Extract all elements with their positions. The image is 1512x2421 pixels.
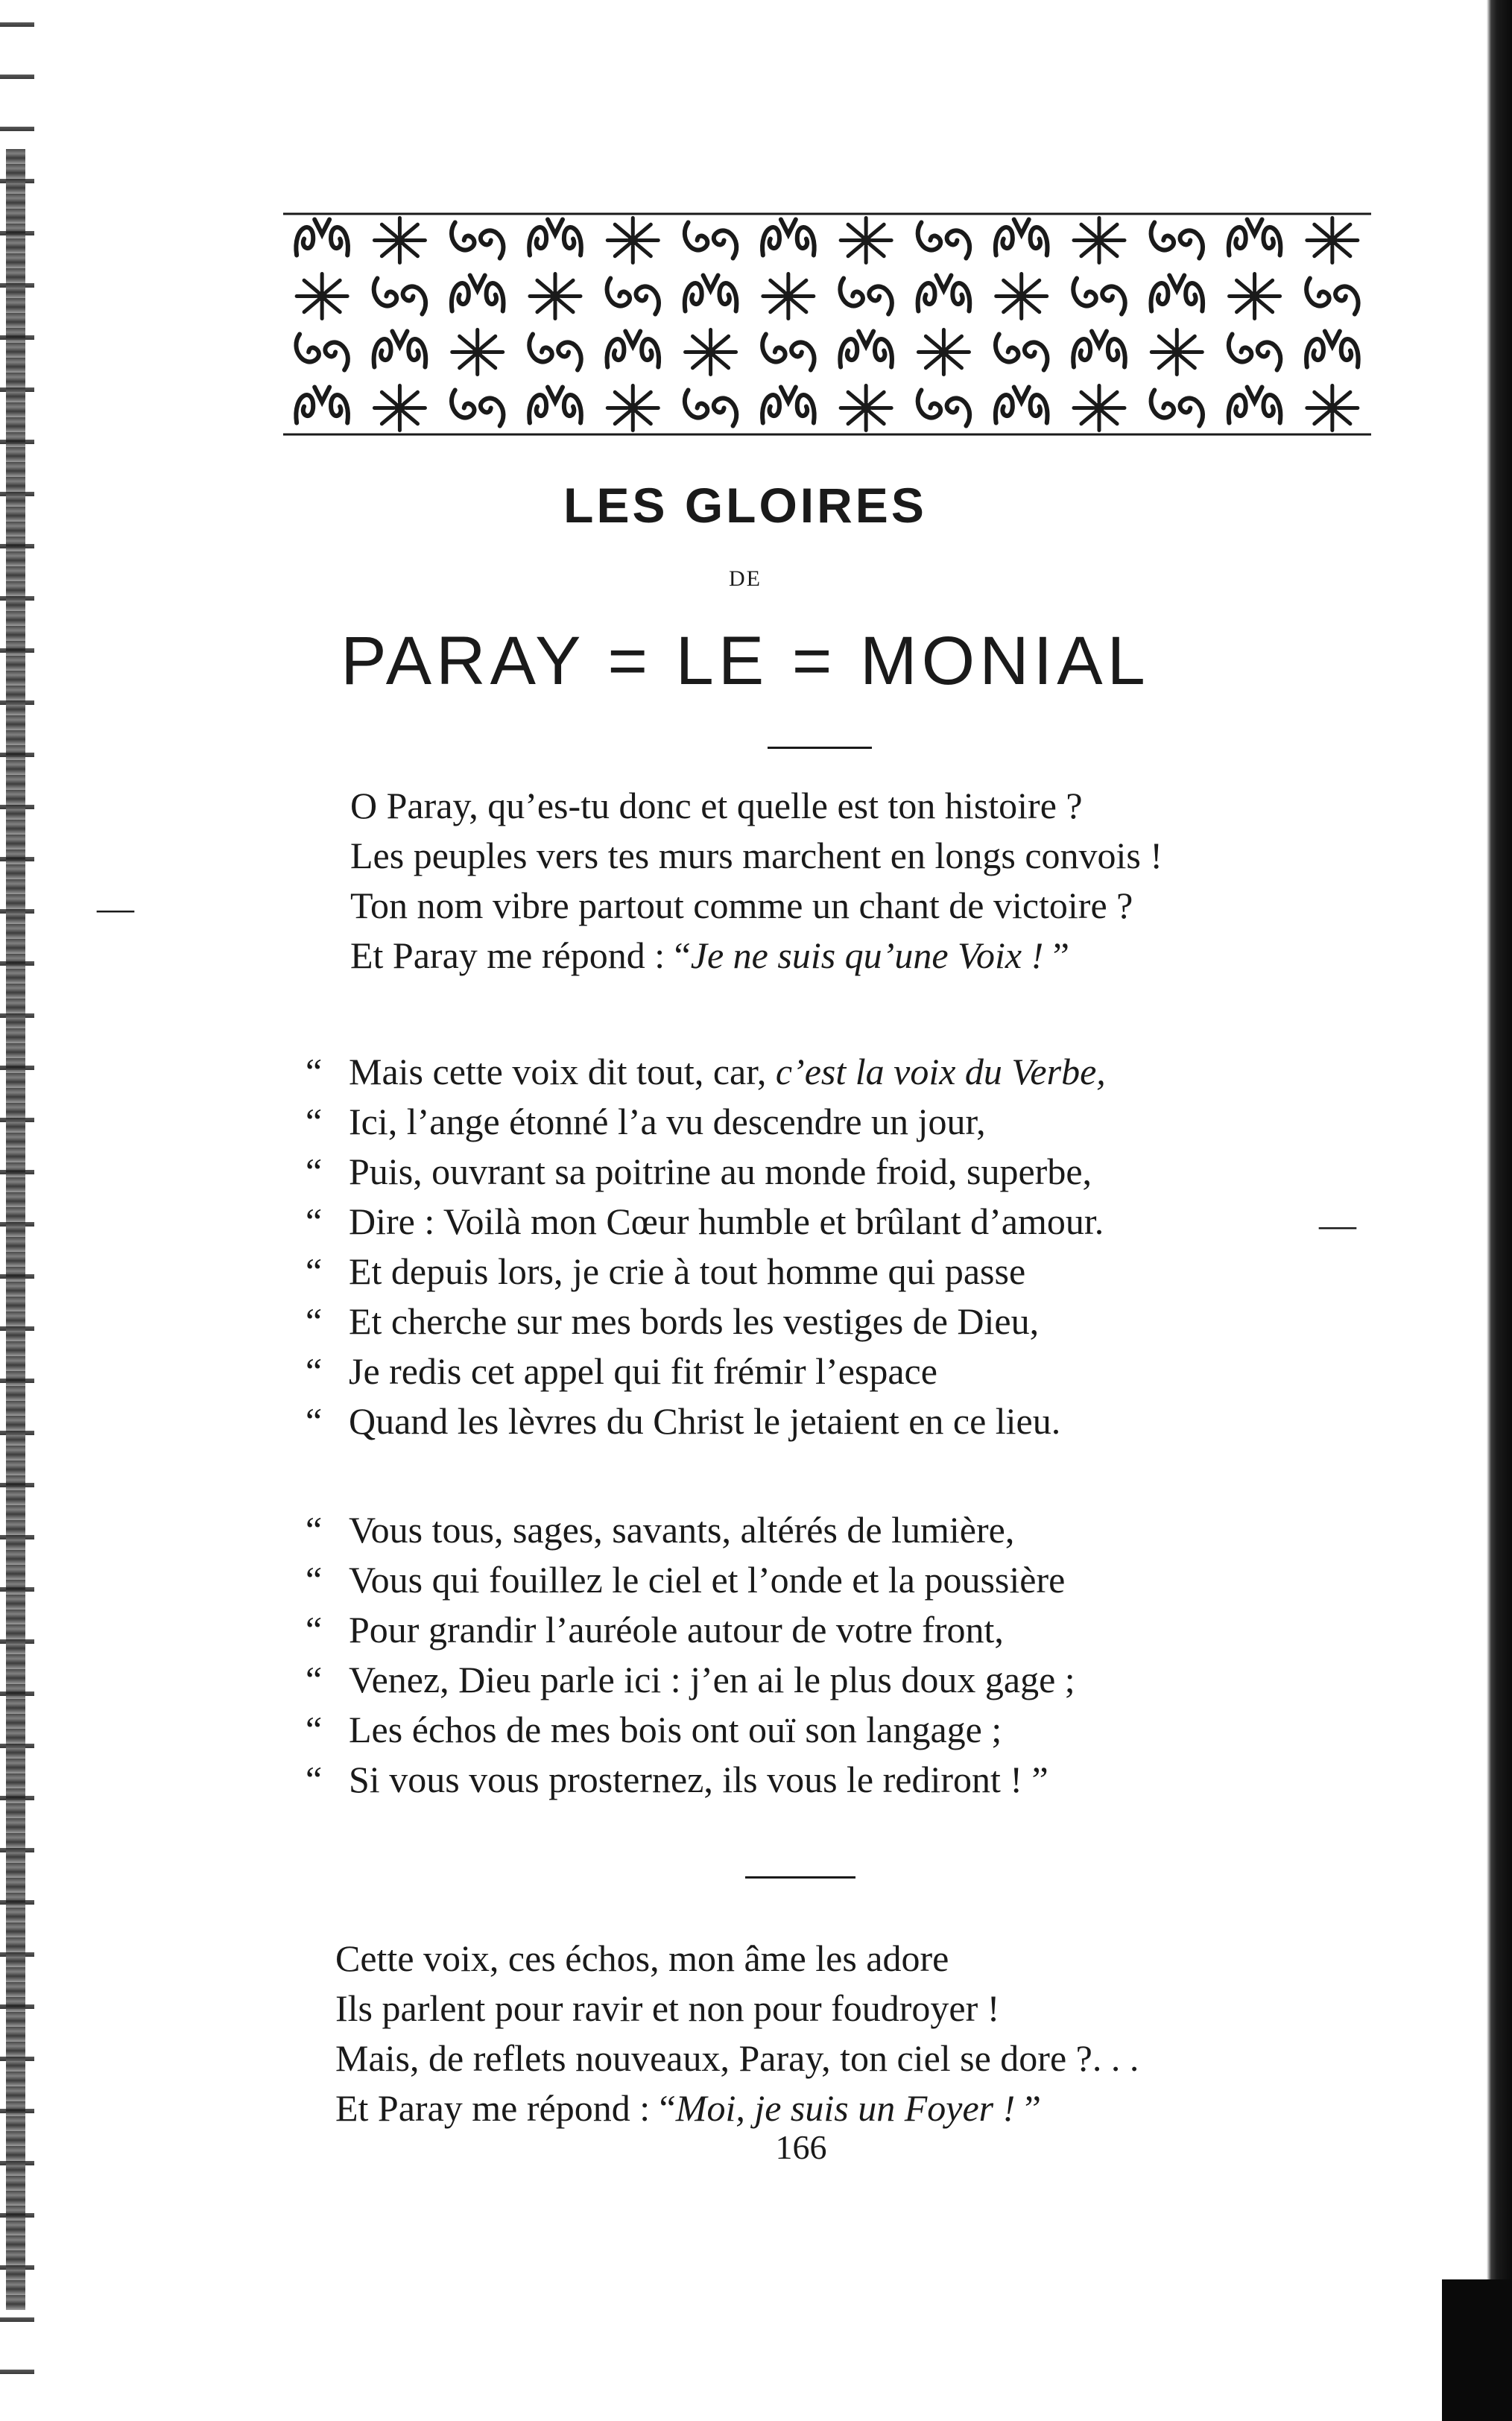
ornament-motif <box>996 335 1047 370</box>
ornament-motif <box>870 392 884 404</box>
ornament-motif <box>404 412 417 424</box>
ornament-motif <box>1337 224 1350 236</box>
ornament-motif <box>326 300 340 312</box>
ornament-motif <box>926 336 939 348</box>
page-number: 166 <box>775 2128 827 2166</box>
ornament-motif <box>918 276 970 311</box>
ornament-motif <box>1250 291 1260 302</box>
ornament-motif <box>861 403 871 414</box>
closing-quote: ” <box>1043 934 1069 976</box>
ornament-motif <box>1081 244 1095 256</box>
ornament-motif <box>848 412 861 424</box>
ornament-motif <box>1025 280 1039 292</box>
ornament-motif <box>706 347 716 358</box>
ornament-motif <box>1073 332 1125 367</box>
ornament-motif <box>1327 403 1338 414</box>
ornament-motif <box>304 280 317 292</box>
ornament-motif <box>615 392 628 404</box>
verse-text: Et cherche sur mes bords les vestiges de Dieu, <box>349 1300 1040 1342</box>
verse-text: Les échos de mes bois ont ouï son langage ; <box>349 1709 1002 1750</box>
ornament-motif <box>1259 300 1272 312</box>
ornament-motif <box>460 356 473 368</box>
ornament-motif <box>460 336 473 348</box>
ornament-motif <box>1016 291 1027 302</box>
ornament-motif <box>1159 356 1172 368</box>
ornament-motif <box>637 412 651 424</box>
ornament-motif <box>560 300 573 312</box>
open-quote: “ <box>306 1559 323 1601</box>
open-quote: “ <box>306 1400 323 1442</box>
ornament-motif <box>848 392 861 404</box>
verse-line: Ils parlent pour ravir et non pour foudroyer ! <box>335 1987 1000 2029</box>
ornament-motif <box>1237 300 1250 312</box>
margin-mark: — <box>1319 1203 1356 1245</box>
ornament-motif <box>296 220 348 256</box>
ornament-motif <box>1181 336 1195 348</box>
ornament-motif <box>296 335 347 370</box>
verse-line <box>306 1097 1106 1147</box>
ornament-motif <box>637 224 651 236</box>
ornament-motif <box>685 223 736 259</box>
verse-text: Vous tous, sages, savants, altérés de lumière, <box>349 1509 1015 1551</box>
ornament-motif <box>1081 392 1095 404</box>
open-quote: “ <box>306 1151 323 1192</box>
ornament-motif <box>317 291 327 302</box>
open-quote: “ <box>306 1051 323 1092</box>
ornament-motif <box>537 280 551 292</box>
ornament-motif <box>382 244 395 256</box>
ornament-motif <box>771 280 784 292</box>
verse-emphasis: Moi, je suis un Foyer ! <box>675 2087 1016 2129</box>
ornament-motif <box>1025 300 1039 312</box>
verse-text: Je redis cet appel qui fit frémir l’espace <box>349 1350 937 1392</box>
ornament-motif <box>783 291 794 302</box>
verse-text: Venez, Dieu parle ici : j’en ai le plus doux gage ; <box>349 1659 1075 1700</box>
open-quote: “ <box>306 1101 323 1142</box>
open-quote: “ <box>306 1509 323 1551</box>
ornament-motif <box>404 244 417 256</box>
ornament-motif <box>1004 280 1017 292</box>
verse-line <box>306 1555 1075 1605</box>
ornament-motif <box>615 244 628 256</box>
ornament-motif <box>472 347 483 358</box>
ornament-motif <box>607 332 659 367</box>
ornament-motif <box>918 390 969 426</box>
ornament-motif <box>404 392 417 404</box>
ornament-motif <box>1315 392 1328 404</box>
ornament-motif <box>793 300 806 312</box>
ornament-motif <box>529 387 581 423</box>
ornament-motif <box>1229 220 1281 256</box>
ornament-motif <box>1171 347 1182 358</box>
ornament-motif <box>715 356 728 368</box>
ornament-motif <box>840 332 892 367</box>
ornament-motif <box>685 276 737 311</box>
ornament-motif <box>550 291 560 302</box>
verse-line <box>306 1705 1075 1755</box>
ornament-motif <box>1104 224 1117 236</box>
ornament-motif <box>996 387 1048 423</box>
ornament-motif <box>404 224 417 236</box>
ornament-motif <box>870 412 884 424</box>
ornament-motif <box>771 300 784 312</box>
ornament-motif <box>481 356 495 368</box>
stanza-3 <box>306 1505 1075 1805</box>
ornament-motif <box>1151 223 1203 259</box>
verse-line <box>306 1505 1075 1555</box>
ornament-motif <box>1237 280 1250 292</box>
open-quote: “ <box>306 1609 323 1651</box>
verse-line <box>306 1197 1106 1247</box>
ornament-motif <box>948 356 961 368</box>
verse-line: Mais, de reflets nouveaux, Paray, ton ciel se dore ?. . . <box>335 2037 1139 2079</box>
verse-line <box>306 1605 1075 1655</box>
ornament-motif <box>1259 280 1272 292</box>
ornament-motif <box>637 392 651 404</box>
open-quote: “ <box>306 1659 323 1700</box>
decorative-header-band <box>283 212 1371 436</box>
ornament-motif <box>382 224 395 236</box>
ornament-motif <box>1315 244 1328 256</box>
ornament-motif <box>762 220 814 256</box>
ornament-pattern-icon <box>283 212 1371 436</box>
verse-line <box>306 1247 1106 1297</box>
verse-line <box>335 2083 1139 2133</box>
stanza-1 <box>350 781 1163 981</box>
ornament-motif <box>1104 244 1117 256</box>
ornament-motif <box>304 300 317 312</box>
verse-line <box>306 1755 1075 1805</box>
open-quote: “ <box>306 1709 323 1750</box>
verse-text: Et Paray me répond : “ <box>335 2087 676 2129</box>
verse-emphasis: Je ne suis qu’une Voix ! <box>690 934 1044 976</box>
ornament-motif <box>948 336 961 348</box>
verse-line: Cette voix, ces échos, mon âme les adore <box>335 1937 949 1979</box>
ornament-motif <box>996 220 1048 256</box>
ornament-motif <box>529 220 581 256</box>
ornament-motif <box>918 223 969 259</box>
open-quote: “ <box>306 1350 323 1392</box>
verse-line: Les peuples vers tes murs marchent en longs convois ! <box>350 835 1163 876</box>
ornament-motif <box>637 244 651 256</box>
ornament-motif <box>1094 235 1104 246</box>
ornament-motif <box>382 412 395 424</box>
ornament-motif <box>861 235 871 246</box>
ornament-motif <box>374 279 426 314</box>
ornament-motif <box>715 336 728 348</box>
verse-line <box>306 1047 1106 1097</box>
open-quote: “ <box>306 1300 323 1342</box>
verse-text: Et Paray me répond : “ <box>350 934 691 976</box>
ornament-motif <box>1337 412 1350 424</box>
open-quote: “ <box>306 1200 323 1242</box>
ornament-motif <box>1229 335 1280 370</box>
ornament-motif <box>793 280 806 292</box>
ornament-motif <box>870 224 884 236</box>
ornament-motif <box>1337 244 1350 256</box>
ornament-motif <box>296 387 348 423</box>
ornament-motif <box>1306 332 1358 367</box>
verse-line <box>306 1297 1106 1346</box>
ornament-motif <box>394 235 405 246</box>
ornament-motif <box>394 403 405 414</box>
stanza-4 <box>335 1934 1139 2133</box>
ornament-motif <box>1151 390 1203 426</box>
ornament-motif <box>1327 235 1338 246</box>
ornament-motif <box>452 223 503 259</box>
open-quote: “ <box>306 1759 323 1800</box>
ornament-motif <box>693 336 706 348</box>
ornament-motif <box>537 300 551 312</box>
verse-line <box>306 1346 1106 1396</box>
verse-text: Et depuis lors, je crie à tout homme qui passe <box>349 1250 1026 1292</box>
ornament-motif <box>685 390 736 426</box>
ornament-motif <box>1081 224 1095 236</box>
verse-line <box>306 1396 1106 1446</box>
ornament-motif <box>1159 336 1172 348</box>
verse-line: O Paray, qu’es-tu donc et quelle est ton histoire ? <box>350 785 1083 826</box>
ornament-motif <box>1181 356 1195 368</box>
verse-text: Vous qui fouillez le ciel et l’onde et la poussière <box>349 1559 1066 1601</box>
verse-text: Pour grandir l’auréole autour de votre front, <box>349 1609 1004 1651</box>
ornament-motif <box>1104 392 1117 404</box>
section-divider <box>768 747 872 749</box>
page-subtitle: PARAY = LE = MONIAL <box>341 623 1150 699</box>
ornament-motif <box>762 387 814 423</box>
verse-text: Puis, ouvrant sa poitrine au monde froid, superbe, <box>349 1151 1092 1192</box>
verse-text: Si vous vous prosternez, ils vous le rediront ! ” <box>349 1759 1048 1800</box>
ornament-motif <box>1104 412 1117 424</box>
ornament-motif <box>1315 224 1328 236</box>
verse-emphasis: c’est la voix du Verbe, <box>775 1051 1106 1092</box>
ornament-motif <box>1004 300 1017 312</box>
verse-line <box>350 931 1163 981</box>
ornament-motif <box>1081 412 1095 424</box>
ornament-motif <box>481 336 495 348</box>
stanza-2 <box>306 1047 1106 1446</box>
verse-line <box>306 1655 1075 1705</box>
section-divider <box>745 1876 855 1879</box>
ornament-motif <box>840 279 891 314</box>
ornament-motif <box>627 235 638 246</box>
open-quote: “ <box>306 1250 323 1292</box>
book-spine-right <box>1487 0 1512 2421</box>
ornament-motif <box>1094 403 1104 414</box>
ornament-motif <box>1306 279 1358 314</box>
verse-text: Ici, l’ange étonné l’a vu descendre un jour, <box>349 1101 986 1142</box>
ornament-motif <box>1229 387 1281 423</box>
ornament-motif <box>560 280 573 292</box>
verse-text: Quand les lèvres du Christ le jetaient en ce lieu. <box>349 1400 1061 1442</box>
ornament-motif <box>374 332 426 367</box>
ornament-motif <box>615 412 628 424</box>
ornament-motif <box>938 347 949 358</box>
ornament-motif <box>870 244 884 256</box>
ornament-motif <box>1073 279 1124 314</box>
ornament-motif <box>1151 276 1203 311</box>
verse-text: Dire : Voilà mon Cœur humble et brûlant d’amour. <box>349 1200 1104 1242</box>
page-title: LES GLOIRES <box>563 478 927 533</box>
margin-mark: — <box>97 887 134 928</box>
title-connector: DE <box>729 566 762 591</box>
ornament-motif <box>452 390 503 426</box>
verse-text: Mais cette voix dit tout, car, <box>349 1051 776 1092</box>
book-spine-left <box>0 0 34 2421</box>
ornament-motif <box>607 279 659 314</box>
ornament-motif <box>529 335 581 370</box>
ornament-motif <box>926 356 939 368</box>
ornament-motif <box>326 280 340 292</box>
ornament-motif <box>693 356 706 368</box>
verse-line <box>306 1147 1106 1197</box>
verse-line: Ton nom vibre partout comme un chant de victoire ? <box>350 884 1133 926</box>
ornament-motif <box>627 403 638 414</box>
ornament-motif <box>1315 412 1328 424</box>
ornament-motif <box>762 335 814 370</box>
ornament-motif <box>1337 392 1350 404</box>
closing-quote: ” <box>1015 2087 1041 2129</box>
ornament-motif <box>615 224 628 236</box>
ornament-motif <box>452 276 504 311</box>
ornament-motif <box>382 392 395 404</box>
ornament-motif <box>848 244 861 256</box>
ornament-motif <box>848 224 861 236</box>
